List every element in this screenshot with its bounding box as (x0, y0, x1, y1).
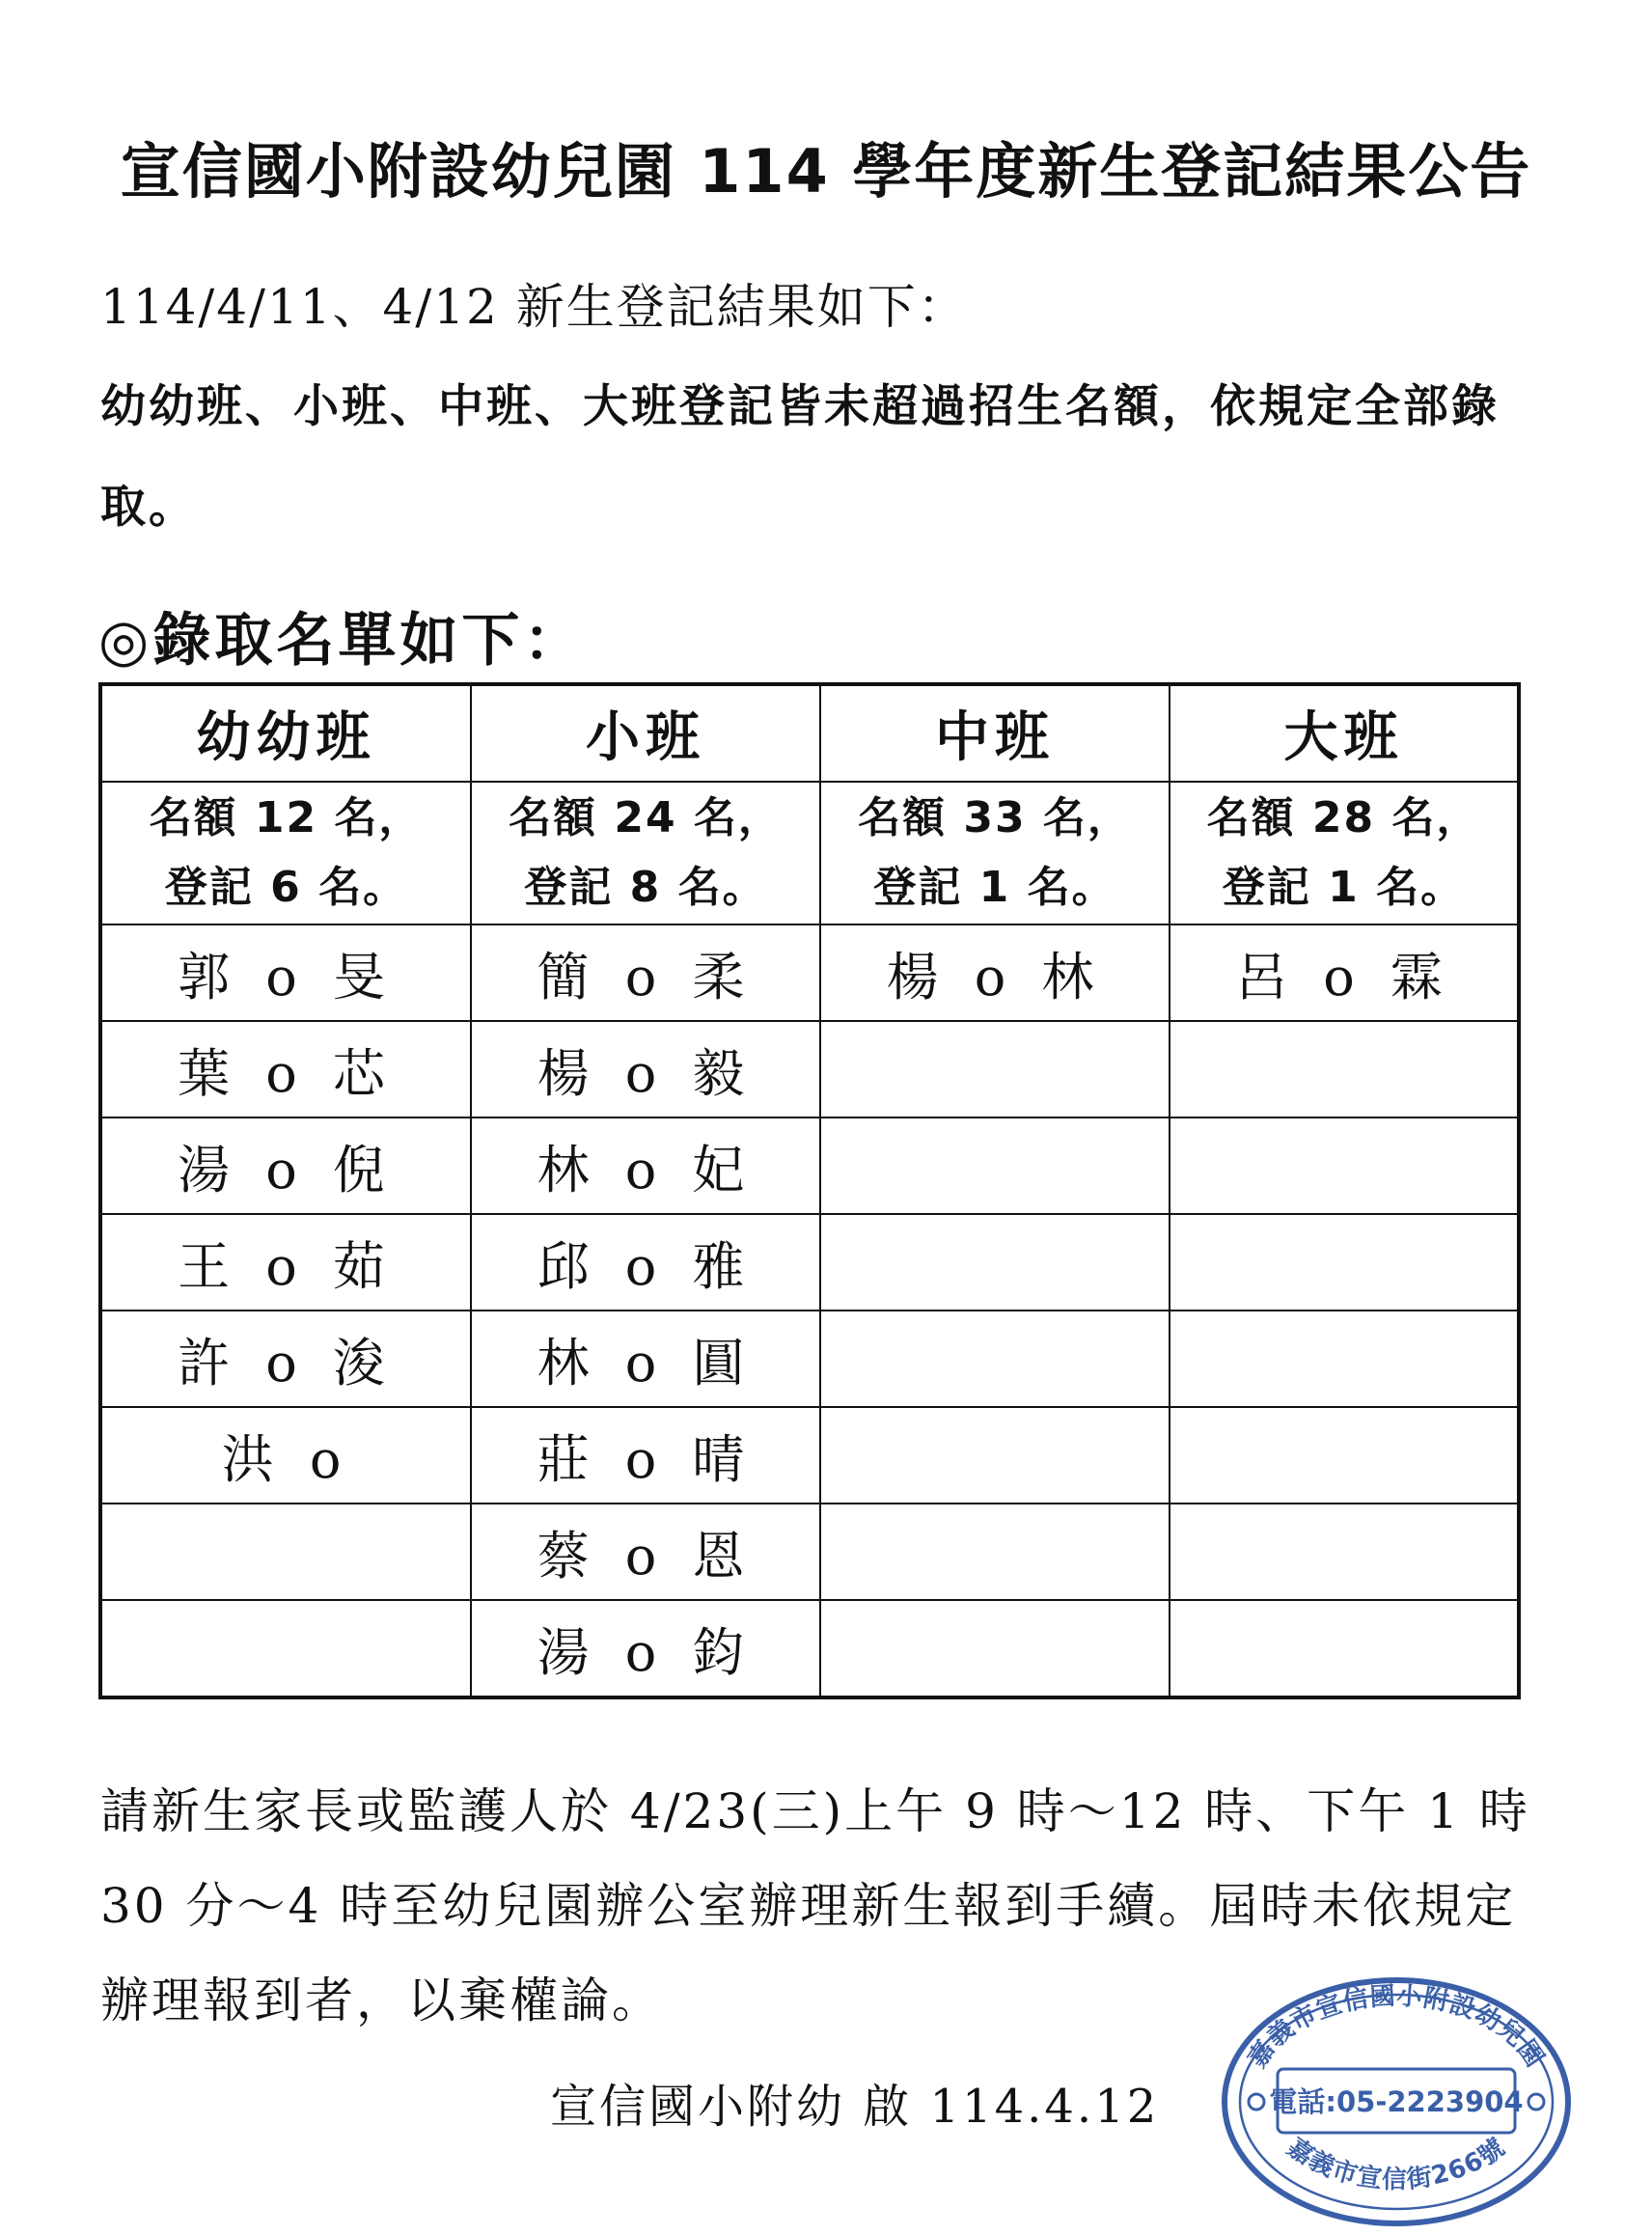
registered-line: 登記 8 名。 (524, 863, 767, 912)
student-name-cell: 楊 o 毅 (471, 1021, 820, 1118)
student-name-cell (820, 1407, 1170, 1504)
table-row (100, 924, 1519, 1021)
admission-table (98, 682, 1521, 1699)
student-name-cell (1170, 1021, 1519, 1118)
quota-cell (100, 782, 471, 924)
student-name-cell: 呂 o 霖 (1170, 924, 1519, 1021)
student-name-cell: 林 o 圓 (471, 1311, 820, 1407)
student-name-cell: 許 o 浚 (100, 1311, 471, 1407)
student-name-cell (820, 1600, 1170, 1697)
registration-dates-line: 114/4/11、4/12 新生登記結果如下： (100, 279, 968, 335)
student-name-cell: 湯 o 倪 (100, 1118, 471, 1214)
quota-line: 名額 28 名， (1206, 793, 1481, 842)
student-name-cell (100, 1600, 471, 1697)
seal-phone: 電話:05-2223904 (1269, 2085, 1524, 2118)
student-name-cell (1170, 1407, 1519, 1504)
table-row (100, 1311, 1519, 1407)
student-name-cell: 湯 o 鈞 (471, 1600, 820, 1697)
seal-outer-text: 嘉義市宣信國小附設幼兒園 (1243, 1981, 1550, 2074)
registration-instructions: 請新生家長或監護人於 4/23(三)上午 9 時～12 時、下午 1 時 30 分～4 時至幼兒園辦公室辦理新生報到手續。屆時未依規定辦理報到者，以棄權論。 (100, 1783, 1530, 2028)
signature-line: 宣信國小附幼 啟 114.4.12 (550, 2080, 1160, 2134)
table-row (100, 1021, 1519, 1118)
table-row (100, 1118, 1519, 1214)
quota-line: 名額 33 名， (858, 793, 1132, 842)
seal-address: 嘉義市宣信街266號 (1281, 2133, 1511, 2195)
column-header: 小班 (471, 684, 820, 782)
student-name-cell: 葉 o 芯 (100, 1021, 471, 1118)
student-name-cell (1170, 1311, 1519, 1407)
admission-list-heading: ◎錄取名單如下： (98, 607, 586, 675)
student-name-cell (820, 1504, 1170, 1600)
student-name-cell: 簡 o 柔 (471, 924, 820, 1021)
table-row (100, 1214, 1519, 1311)
column-header: 中班 (820, 684, 1170, 782)
student-name-cell: 楊 o 林 (820, 924, 1170, 1021)
table-row (100, 1504, 1519, 1600)
registered-line: 登記 1 名。 (873, 863, 1116, 912)
student-name-cell (1170, 1214, 1519, 1311)
quota-line: 名額 12 名， (149, 793, 424, 842)
student-name-cell (820, 1021, 1170, 1118)
registered-line: 登記 1 名。 (1222, 863, 1466, 912)
page-title: 宣信國小附設幼兒園 114 學年度新生登記結果公告 (120, 136, 1532, 207)
table-row (100, 1600, 1519, 1697)
student-name-cell: 邱 o 雅 (471, 1214, 820, 1311)
student-name-cell (820, 1311, 1170, 1407)
student-name-cell: 洪 o (100, 1407, 471, 1504)
student-name-cell (1170, 1118, 1519, 1214)
admission-note: 幼幼班、小班、中班、大班登記皆未超過招生名額，依規定全部錄取。 (100, 380, 1500, 534)
student-name-cell (820, 1214, 1170, 1311)
student-name-cell (820, 1118, 1170, 1214)
admission-table-container (98, 682, 1521, 1699)
quota-cell (820, 782, 1170, 924)
student-name-cell: 莊 o 晴 (471, 1407, 820, 1504)
student-name-cell: 郭 o 旻 (100, 924, 471, 1021)
table-header-row (100, 684, 1519, 782)
column-header: 大班 (1170, 684, 1519, 782)
table-row (100, 1407, 1519, 1504)
quota-line: 名額 24 名， (509, 793, 783, 842)
student-name-cell: 林 o 妃 (471, 1118, 820, 1214)
student-name-cell (1170, 1504, 1519, 1600)
student-name-cell: 蔡 o 恩 (471, 1504, 820, 1600)
registered-line: 登記 6 名。 (164, 863, 408, 912)
column-header: 幼幼班 (100, 684, 471, 782)
school-seal-stamp (1218, 1973, 1575, 2231)
quota-cell (471, 782, 820, 924)
quota-row (100, 782, 1519, 924)
quota-cell (1170, 782, 1519, 924)
student-name-cell (1170, 1600, 1519, 1697)
student-name-cell: 王 o 茹 (100, 1214, 471, 1311)
student-name-cell (100, 1504, 471, 1600)
